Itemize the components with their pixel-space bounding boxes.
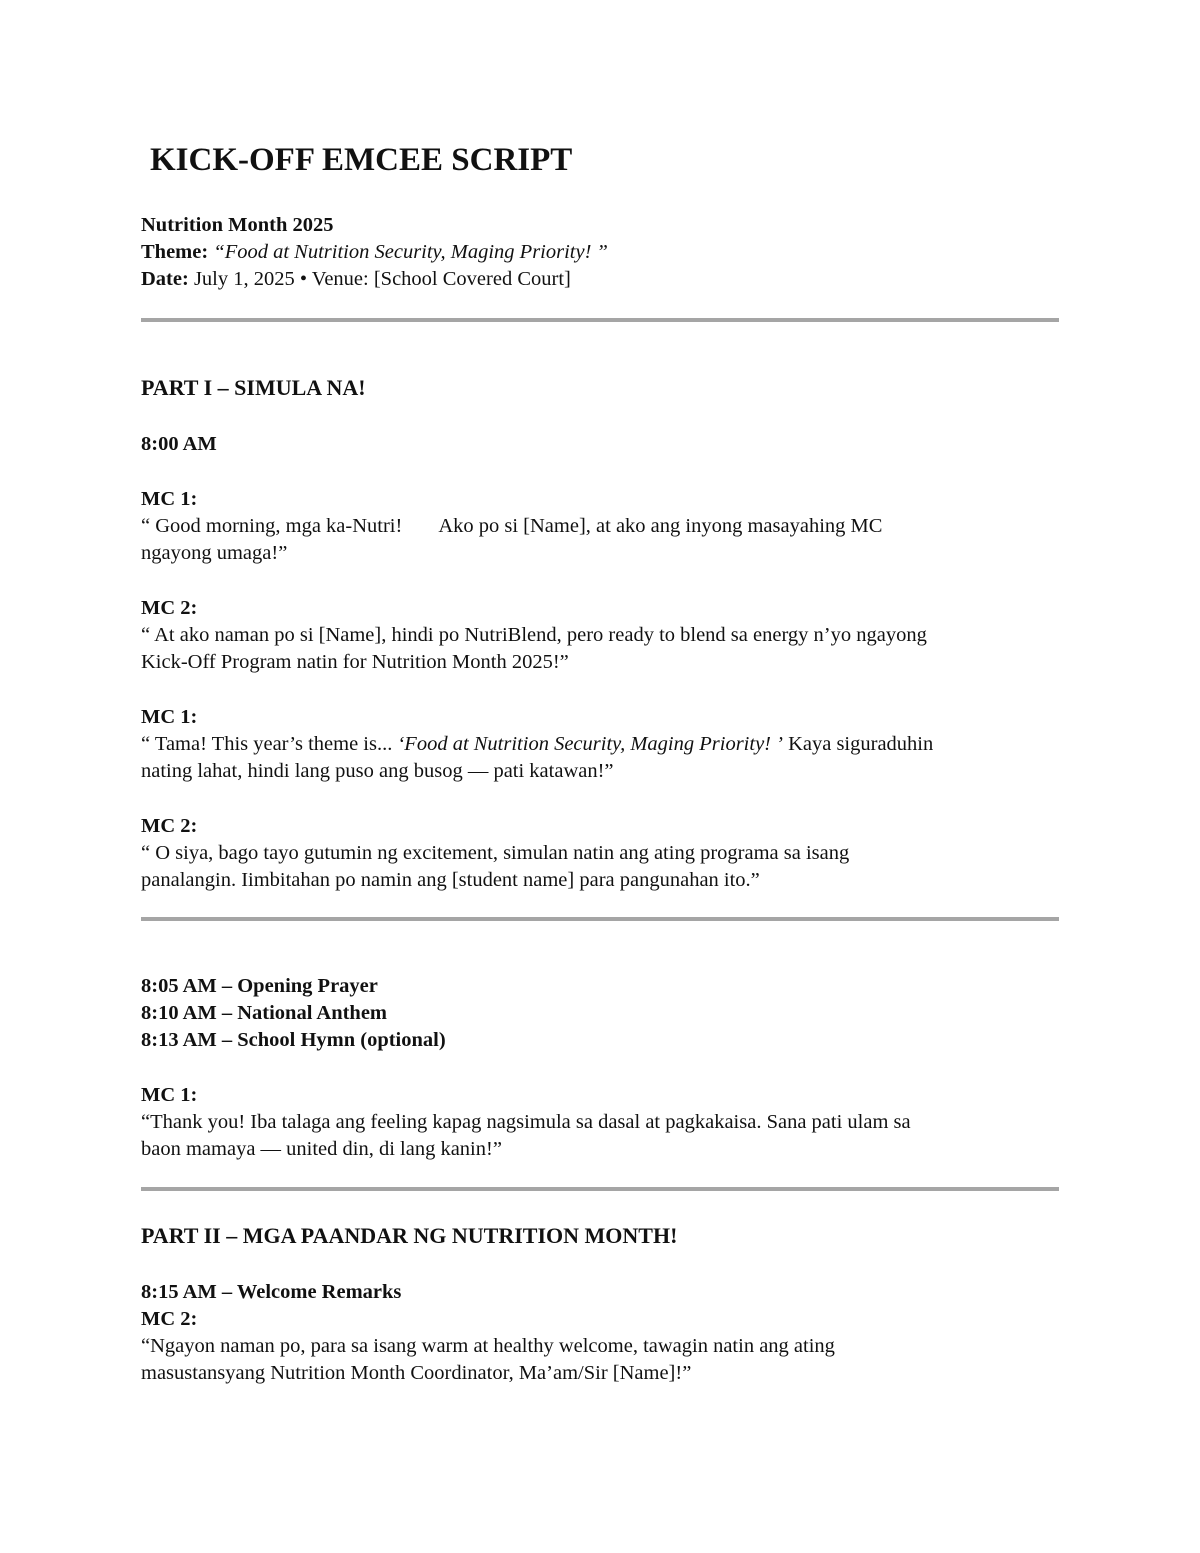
mc1-line-2a [141,731,933,758]
part1-time: 8:00 AM [141,433,217,455]
mc1-greeting: “ Good morning, mga ka-Nutri! [141,515,403,537]
mc2-line-3b: masustansyang Nutrition Month Coordinator, Ma’am/Sir [Name]!” [141,1362,692,1384]
mc1-line-1b: ngayong umaga!” [141,542,288,564]
mc1-theme-tail: Kaya siguraduhin [782,733,934,755]
mc1-speaker-3: MC 1: [141,1084,198,1106]
date-label: Date: [141,268,189,290]
divider-1 [141,318,1059,322]
event-name: Nutrition Month 2025 [141,214,334,236]
mc1-line-3a: “Thank you! Iba talaga ang feeling kapag nagsimula sa dasal at pagkakaisa. Sana pati ulam sa [141,1111,911,1133]
mc1-line-3b: baon mamaya — united din, di lang kanin!” [141,1138,502,1160]
part1-heading: PART I – SIMULA NA! [141,375,366,400]
document-title: KICK-OFF EMCEE SCRIPT [150,142,573,178]
date-value: July 1, 2025 • Venue: [School Covered Court] [193,268,571,290]
mc2-line-3a: “Ngayon naman po, para sa isang warm at healthy welcome, tawagin natin ang ating [141,1335,835,1357]
mc1-line-2b: nating lahat, hindi lang puso ang busog — pati katawan!” [141,760,614,782]
mc2-speaker-2: MC 2: [141,815,198,837]
mc2-speaker-3: MC 2: [141,1308,198,1330]
divider-2 [141,917,1059,921]
part2-time: 8:15 AM – Welcome Remarks [141,1281,402,1303]
mc2-speaker-1: MC 2: [141,597,198,619]
part2-heading: PART II – MGA PAANDAR NG NUTRITION MONTH! [141,1223,678,1248]
schedule-item-anthem: 8:10 AM – National Anthem [141,1002,387,1024]
mc2-line-1a: “ At ako naman po si [Name], hindi po NutriBlend, pero ready to blend sa energy n’yo ngayong [141,624,927,646]
theme-label: Theme: [141,241,209,263]
mc2-line-1b: Kick-Off Program natin for Nutrition Month 2025!” [141,651,569,673]
theme-line [141,239,608,266]
schedule-item-prayer: 8:05 AM – Opening Prayer [141,975,378,997]
mc1-theme-quote: ‘Food at Nutrition Security, Maging Priority! ’ [397,733,783,755]
schedule-item-hymn: 8:13 AM – School Hymn (optional) [141,1029,446,1051]
mc1-line-1a [141,513,882,540]
theme-value: “Food at Nutrition Security, Maging Priority! ” [213,241,608,263]
mc2-line-2a: “ O siya, bago tayo gutumin ng excitement, simulan natin ang ating programa sa isang [141,842,850,864]
mc1-theme-lead: “ Tama! This year’s theme is... [141,733,398,755]
divider-3 [141,1187,1059,1191]
mc1-speaker-1: MC 1: [141,488,198,510]
mc2-line-2b: panalangin. Iimbitahan po namin ang [student name] para pangunahan ito.” [141,869,760,891]
date-line [141,266,571,293]
mc1-speaker-2: MC 1: [141,706,198,728]
mc1-intro: Ako po si [Name], at ako ang inyong masayahing MC [438,515,883,537]
